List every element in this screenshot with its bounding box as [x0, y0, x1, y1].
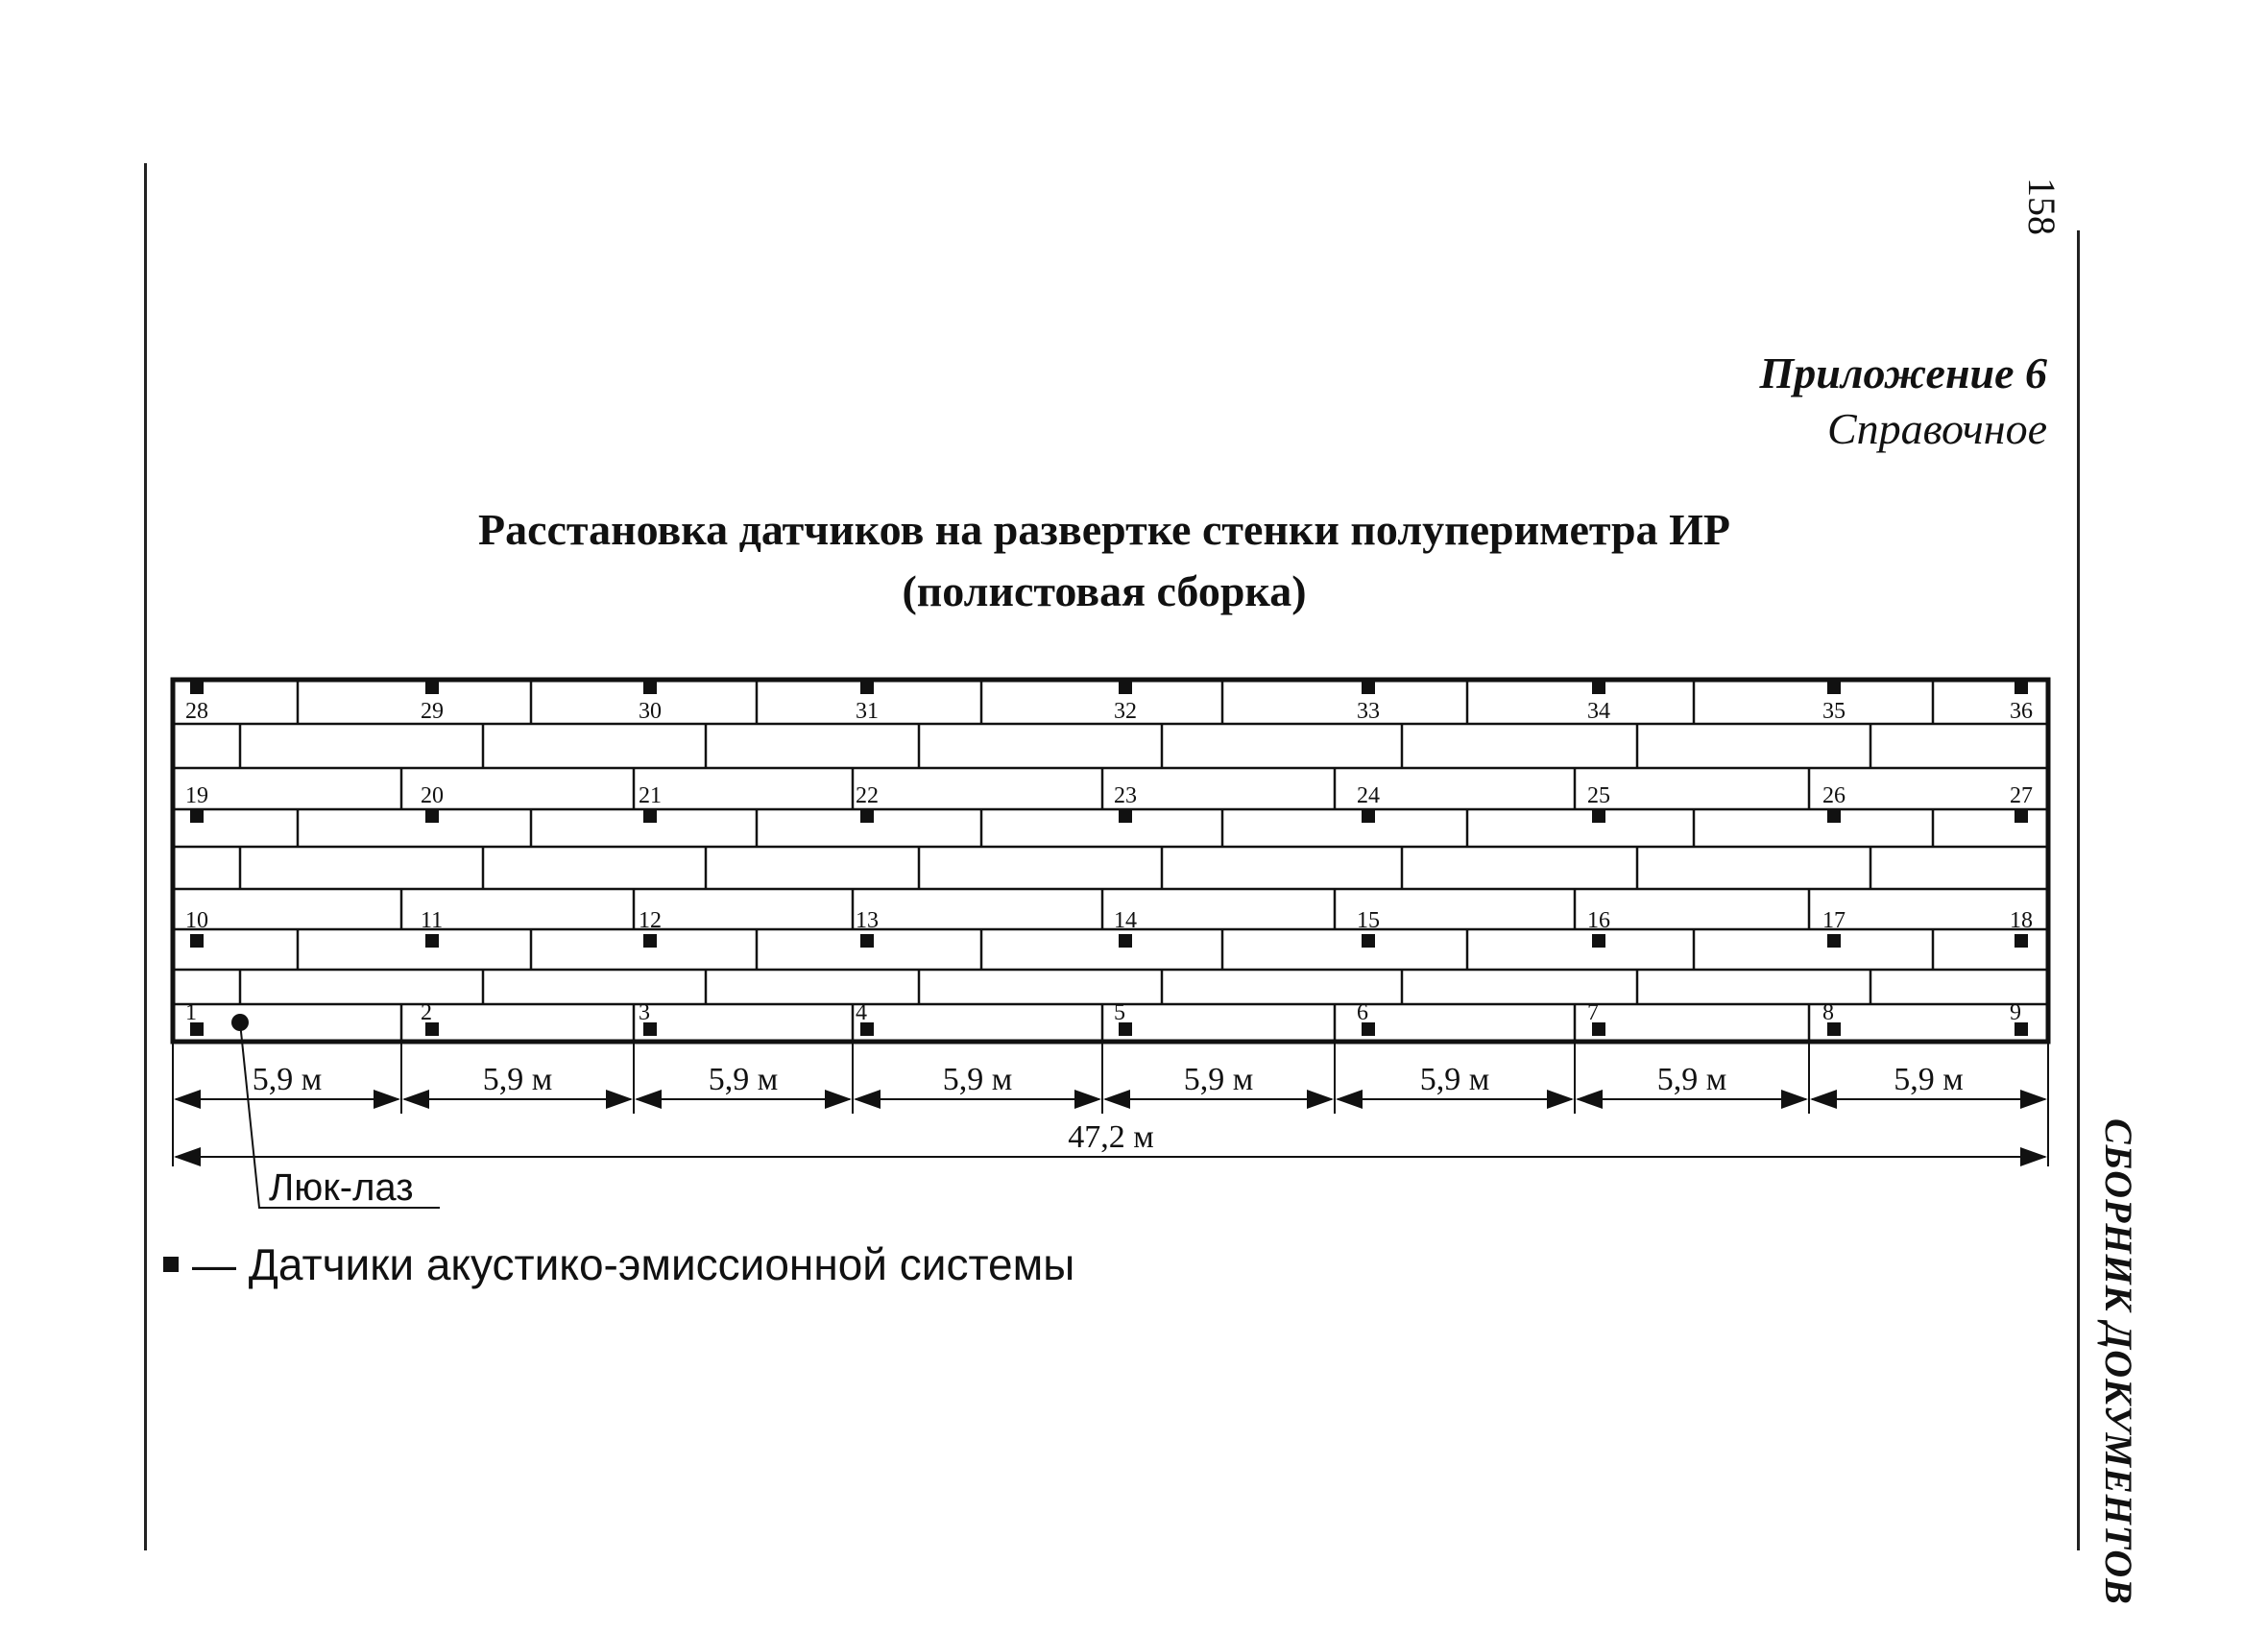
sensor-number: 16 [1587, 908, 1610, 933]
sensor-number: 35 [1822, 699, 1846, 724]
sensor-marker [425, 809, 439, 823]
sensor-marker [1119, 681, 1132, 694]
sensor-number: 11 [421, 908, 444, 933]
sensor-number: 30 [639, 699, 662, 724]
sensor-marker [1362, 934, 1375, 948]
sensor-marker [1592, 809, 1605, 823]
sensor-number: 2 [421, 1000, 432, 1025]
sensor-number: 26 [1822, 783, 1846, 808]
section-length-label: 5,9 м [942, 1062, 1013, 1097]
sensor-number: 36 [2010, 699, 2033, 724]
sensor-marker [1592, 681, 1605, 694]
sensor-number: 1 [185, 1000, 197, 1025]
sensor-number: 3 [639, 1000, 650, 1025]
sensor-number: 27 [2010, 783, 2033, 808]
sensor-number: 12 [639, 908, 662, 933]
wall-sheet-grid [173, 680, 2048, 1042]
sensor-number: 14 [1114, 908, 1137, 933]
sensor-marker [860, 934, 874, 948]
sensor-marker [190, 681, 204, 694]
sensor-marker [2015, 681, 2028, 694]
sensor-marker [425, 934, 439, 948]
sensor-number: 7 [1587, 1000, 1599, 1025]
sensor-number: 24 [1357, 783, 1380, 808]
sensor-number: 13 [856, 908, 879, 933]
sensor-marker [190, 809, 204, 823]
sensor-marker [643, 934, 657, 948]
section-length-label: 5,9 м [708, 1062, 779, 1097]
sensor-number: 31 [856, 699, 879, 724]
sensor-marker [425, 681, 439, 694]
sensor-number: 19 [185, 783, 208, 808]
side-caption: СБОРНИК ДОКУМЕНТОВ [2097, 1118, 2140, 1605]
sensor-marker [1827, 681, 1841, 694]
appendix-label: Приложение 6 [1759, 348, 2047, 397]
manhole-label: Люк-лаз [269, 1166, 414, 1209]
sensor-number: 28 [185, 699, 208, 724]
title-line-1: Расстановка датчиков на развертке стенки полупериметра ИР [477, 505, 1730, 554]
sensor-marker [1119, 809, 1132, 823]
legend-text: — Датчики акустико-эмиссионной системы [192, 1239, 1075, 1289]
sensor-number: 21 [639, 783, 662, 808]
sensor-markers [185, 681, 2033, 1036]
page-number: 158 [2020, 178, 2063, 235]
section-length-label: 5,9 м [252, 1062, 323, 1097]
sensor-number: 4 [856, 1000, 867, 1025]
sensor-marker [643, 681, 657, 694]
sensor-number: 17 [1822, 908, 1846, 933]
sensor-number: 6 [1357, 1000, 1368, 1025]
sensor-marker [2015, 809, 2028, 823]
sensor-number: 15 [1357, 908, 1380, 933]
sensor-number: 9 [2010, 1000, 2021, 1025]
dimension-lines [173, 1042, 2048, 1166]
sensor-marker [643, 809, 657, 823]
sensor-number: 33 [1357, 699, 1380, 724]
sensor-marker [1119, 934, 1132, 948]
sensor-square-icon [163, 1257, 179, 1272]
sensor-marker [860, 681, 874, 694]
section-length-label: 5,9 м [1656, 1062, 1727, 1097]
section-length-label: 5,9 м [482, 1062, 553, 1097]
sensor-marker [860, 809, 874, 823]
sensor-marker [1362, 809, 1375, 823]
title-line-2: (полистовая сборка) [902, 566, 1307, 615]
legend [163, 1238, 1074, 1290]
sensor-number: 20 [421, 783, 444, 808]
sensor-marker [1362, 681, 1375, 694]
section-length-label: 5,9 м [1419, 1062, 1490, 1097]
sensor-number: 5 [1114, 1000, 1125, 1025]
sensor-number: 29 [421, 699, 444, 724]
sensor-number: 10 [185, 908, 208, 933]
sensor-number: 8 [1822, 1000, 1834, 1025]
wall-outline [173, 680, 2048, 1042]
sensor-marker [190, 934, 204, 948]
total-length-label: 47,2 м [1068, 1119, 1154, 1155]
sensor-number: 22 [856, 783, 879, 808]
section-length-label: 5,9 м [1894, 1062, 1964, 1097]
sensor-marker [1827, 934, 1841, 948]
sensor-marker [2015, 934, 2028, 948]
appendix-sublabel: Справочное [1826, 404, 2047, 453]
sensor-number: 23 [1114, 783, 1137, 808]
sensor-number: 32 [1114, 699, 1137, 724]
sensor-marker [1592, 934, 1605, 948]
section-length-label: 5,9 м [1183, 1062, 1254, 1097]
sensor-marker [1827, 809, 1841, 823]
sensor-number: 25 [1587, 783, 1610, 808]
sensor-number: 18 [2010, 908, 2033, 933]
sensor-number: 34 [1587, 699, 1610, 724]
